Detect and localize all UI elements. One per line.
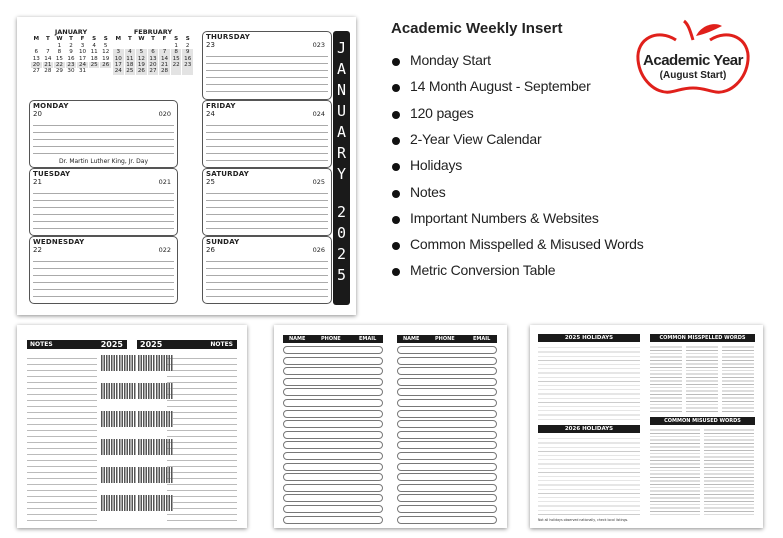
calendar-day: 28: [161, 68, 169, 75]
tiny-month-calendar: [119, 383, 136, 399]
calendar-day: 11: [90, 49, 98, 56]
calendar-day: 10: [79, 49, 87, 56]
tiny-month-calendar: [101, 383, 118, 399]
tiny-month-calendar: [156, 467, 173, 483]
month-letter: N: [336, 81, 347, 99]
weekday-header: T: [127, 36, 132, 43]
misspelled-title: COMMON MISSPELLED WORDS: [659, 335, 746, 341]
day-of-year: 020: [158, 110, 171, 118]
feature-item: Notes: [410, 183, 446, 200]
misused-list: [650, 427, 755, 515]
contact-row: [397, 388, 497, 396]
tiny-month-calendar: [119, 355, 136, 371]
writing-lines: [33, 119, 174, 155]
contact-row: [397, 399, 497, 407]
calendar-day: 4: [92, 42, 96, 49]
calendar-day: [171, 68, 182, 74]
bullet-icon: [392, 137, 400, 145]
writing-lines: [33, 255, 174, 301]
day-of-year: 024: [312, 110, 325, 118]
calendar-day: 22: [55, 62, 63, 69]
contact-row: [283, 420, 383, 428]
feature-list-title: Academic Weekly Insert: [391, 20, 563, 37]
calendar-day: 11: [126, 55, 134, 62]
holidays-words-preview: [530, 325, 763, 528]
weekday-header: S: [92, 36, 97, 43]
day-number: 25: [206, 178, 215, 186]
day-name: TUESDAY: [33, 170, 71, 178]
holidays-footnote: Not all holidays observed nationally, check local listings.: [538, 518, 629, 522]
calendar-day: 20: [149, 62, 157, 69]
holidays-2026-header: [538, 425, 640, 433]
calendar-day: 17: [79, 55, 87, 62]
day-name: SUNDAY: [206, 238, 240, 246]
notes-label: NOTES: [30, 341, 53, 348]
calendar-day: 23: [67, 62, 75, 69]
calendar-day: 18: [90, 55, 98, 62]
month-letter: J: [336, 39, 347, 57]
calendar-day: 25: [126, 68, 134, 75]
year-label: 2025: [140, 340, 163, 349]
calendar-day: [182, 68, 193, 74]
col-name: NAME: [289, 336, 306, 342]
contacts-page-preview: [274, 325, 507, 528]
weekday-header: T: [151, 36, 155, 43]
feature-item: Important Numbers & Websites: [410, 209, 599, 226]
calendar-day: 14: [161, 55, 169, 62]
year-label: 2025: [100, 340, 123, 349]
mini-calendar-february: [113, 29, 193, 75]
calendar-day: 2: [185, 42, 190, 49]
calendar-day: 9: [182, 49, 193, 55]
col-email: EMAIL: [359, 336, 377, 342]
calendar-day: 13: [32, 55, 40, 62]
day-number: 21: [33, 178, 42, 186]
contact-row: [283, 484, 383, 492]
writing-lines: [206, 187, 328, 233]
tiny-month-calendar: [101, 439, 118, 455]
calendar-day: 19: [102, 55, 110, 62]
contacts-header-right: [397, 335, 497, 343]
contact-row: [283, 473, 383, 481]
calendar-day: 22: [172, 62, 180, 69]
contact-row: [283, 441, 383, 449]
feature-item: Holidays: [410, 157, 463, 174]
contact-row: [283, 388, 383, 396]
calendar-day: 9: [69, 49, 73, 56]
tiny-month-calendar: [101, 355, 118, 371]
calendar-day: 28: [44, 68, 52, 75]
contact-row: [283, 378, 383, 386]
calendar-day: 1: [57, 42, 62, 49]
holidays-2026-list: [538, 435, 640, 515]
day-box-sunday: [202, 236, 332, 304]
notes-lines-right: [167, 353, 237, 521]
calendar-day: 29: [55, 68, 63, 75]
feature-item: 120 pages: [410, 104, 474, 121]
calendar-day: 17: [114, 62, 122, 69]
tiny-month-calendar: [156, 411, 173, 427]
misspelled-list: [650, 344, 755, 412]
col-phone: PHONE: [321, 336, 341, 342]
calendar-day: 18: [126, 62, 134, 69]
calendar-day: 25: [90, 62, 98, 69]
calendar-day: [100, 68, 111, 74]
writing-lines: [206, 255, 328, 301]
bullet-icon: [392, 268, 400, 276]
day-box-saturday: [202, 168, 332, 236]
weekday-header: F: [162, 36, 167, 43]
notes-label: NOTES: [210, 341, 233, 348]
day-number: 24: [206, 110, 215, 118]
bullet-icon: [392, 242, 400, 250]
bullet-icon: [392, 216, 400, 224]
month-letter: A: [336, 60, 347, 78]
calendar-day: 24: [114, 68, 122, 75]
day-box-monday: [29, 100, 178, 168]
contact-row: [397, 357, 497, 365]
tiny-month-calendar: [101, 467, 118, 483]
col-name: NAME: [403, 336, 420, 342]
month-letter: R: [336, 144, 347, 162]
contact-row: [283, 399, 383, 407]
calendar-day: 4: [125, 49, 136, 55]
day-box-friday: [202, 100, 332, 168]
calendar-day: [89, 68, 100, 74]
feature-item: 2-Year View Calendar: [410, 130, 542, 147]
contact-row: [283, 494, 383, 502]
holidays-2025-title: 2025 HOLIDAYS: [564, 335, 614, 341]
contact-row: [397, 367, 497, 375]
calendar-day: 7: [46, 49, 50, 56]
day-of-year: 026: [312, 246, 325, 254]
contact-row: [397, 410, 497, 418]
notes-calendar-preview: [17, 325, 247, 528]
tiny-month-calendar: [119, 467, 136, 483]
tiny-month-calendar: [156, 355, 173, 371]
calendar-day: 16: [184, 55, 192, 62]
notes-header-right: [137, 340, 237, 349]
contact-row: [397, 441, 497, 449]
bullet-icon: [392, 58, 400, 66]
calendar-day: 7: [159, 49, 170, 55]
contact-row: [397, 516, 497, 524]
weekday-header: W: [138, 36, 145, 43]
day-box-wednesday: [29, 236, 178, 304]
day-of-year: 022: [158, 246, 171, 254]
holidays-2025-header: [538, 334, 640, 342]
calendar-day: 12: [137, 55, 145, 62]
bullet-icon: [392, 111, 400, 119]
day-of-year: 025: [312, 178, 325, 186]
tiny-month-calendar: [156, 383, 173, 399]
contact-row: [397, 431, 497, 439]
bullet-icon: [392, 84, 400, 92]
contact-row: [397, 463, 497, 471]
calendar-day: 20: [32, 62, 40, 69]
mini-calendar-title: JANUARY: [54, 28, 88, 36]
writing-lines: [206, 50, 328, 97]
calendar-day: 31: [79, 68, 87, 75]
day-name: SATURDAY: [206, 170, 249, 178]
notes-header-left: [27, 340, 127, 349]
col-phone: PHONE: [435, 336, 455, 342]
contacts-header-left: [283, 335, 383, 343]
year-digit: 2: [336, 203, 347, 221]
day-name: THURSDAY: [206, 33, 250, 41]
holidays-2025-list: [538, 344, 640, 422]
calendar-day: 5: [136, 49, 147, 55]
day-number: 26: [206, 246, 215, 254]
bullet-icon: [392, 190, 400, 198]
calendar-day: 23: [184, 62, 192, 69]
calendar-day: 15: [172, 55, 180, 62]
feature-item: 14 Month August - September: [410, 78, 591, 95]
contact-row: [283, 431, 383, 439]
day-box-thursday: [202, 31, 332, 100]
month-letter: A: [336, 123, 347, 141]
tiny-month-calendar: [138, 383, 155, 399]
day-name: FRIDAY: [206, 102, 236, 110]
weekday-header: S: [174, 36, 179, 43]
calendar-day: 2: [69, 42, 73, 49]
calendar-day: 8: [57, 49, 62, 56]
contact-row: [397, 473, 497, 481]
weekday-header: W: [56, 36, 63, 43]
contact-row: [397, 484, 497, 492]
tiny-month-calendar: [138, 495, 155, 511]
calendar-day: 12: [102, 49, 110, 56]
day-of-year: 023: [312, 41, 325, 49]
calendar-day: 3: [113, 49, 124, 55]
feature-item: Monday Start: [410, 52, 491, 68]
writing-lines: [33, 187, 174, 233]
calendar-day: 16: [67, 55, 75, 62]
year-digit: 5: [336, 266, 347, 284]
contact-row: [283, 452, 383, 460]
calendar-day: 3: [80, 42, 85, 49]
feature-item: Metric Conversion Table: [410, 262, 556, 279]
weekday-header: F: [80, 36, 85, 43]
contact-row: [283, 505, 383, 513]
tiny-month-calendar: [156, 495, 173, 511]
day-box-tuesday: [29, 168, 178, 236]
feature-item: Common Misspelled & Misused Words: [410, 236, 644, 253]
calendar-day: 14: [44, 55, 52, 62]
tiny-month-calendar: [138, 467, 155, 483]
contact-row: [397, 494, 497, 502]
mini-calendar-title: FEBRUARY: [133, 28, 173, 36]
misspelled-header: [650, 334, 755, 342]
calendar-day: 10: [114, 55, 122, 62]
calendar-day: 30: [67, 68, 75, 75]
contact-row: [283, 357, 383, 365]
day-number: 20: [33, 110, 42, 118]
tiny-month-calendar: [101, 495, 118, 511]
year-digit: 0: [336, 224, 347, 242]
calendar-day: 1: [174, 42, 178, 49]
calendar-day: 6: [34, 49, 39, 56]
logo-line-2: (August Start): [659, 70, 727, 81]
contact-row: [283, 463, 383, 471]
misused-header: [650, 417, 755, 425]
weekday-header: T: [69, 36, 73, 43]
contact-row: [283, 410, 383, 418]
calendar-day: 21: [44, 62, 52, 69]
tiny-month-calendar: [138, 355, 155, 371]
tiny-month-calendar: [156, 439, 173, 455]
tiny-month-calendar: [101, 411, 118, 427]
month-letter: U: [336, 102, 347, 120]
calendar-day: 21: [161, 62, 169, 69]
notes-lines-left: [27, 353, 97, 521]
calendar-day: 24: [79, 62, 87, 69]
weekday-header: M: [33, 36, 40, 43]
contact-row: [283, 367, 383, 375]
contact-row: [397, 452, 497, 460]
contact-row: [397, 346, 497, 354]
month-letter: Y: [336, 165, 347, 183]
day-name: MONDAY: [33, 102, 69, 110]
calendar-day: 6: [148, 49, 159, 55]
calendar-day: 26: [102, 62, 110, 69]
weekday-header: T: [45, 36, 50, 43]
calendar-day: 19: [137, 62, 145, 69]
contact-row: [397, 420, 497, 428]
calendar-day: 8: [171, 49, 182, 55]
logo-line-1: Academic Year: [643, 52, 743, 69]
calendar-day: 13: [149, 55, 157, 62]
calendar-day: 27: [149, 68, 157, 75]
contact-row: [397, 378, 497, 386]
tiny-month-calendar: [119, 411, 136, 427]
calendar-day: 5: [103, 42, 108, 49]
calendar-day: 15: [55, 55, 63, 62]
weekday-header: S: [103, 36, 108, 43]
misused-title: COMMON MISUSED WORDS: [664, 418, 741, 424]
holidays-2026-title: 2026 HOLIDAYS: [564, 426, 614, 432]
tiny-month-calendar: [119, 495, 136, 511]
col-email: EMAIL: [473, 336, 491, 342]
day-of-year: 021: [158, 178, 171, 186]
mini-calendar-january: [31, 29, 111, 75]
academic-year-logo: [618, 18, 768, 98]
calendar-day: 27: [32, 68, 40, 75]
weekly-spread-preview: [17, 17, 356, 315]
writing-lines: [206, 119, 328, 165]
tiny-month-calendar: [119, 439, 136, 455]
year-digit: 2: [336, 245, 347, 263]
tiny-month-calendar: [138, 439, 155, 455]
day-number: 23: [206, 41, 215, 49]
contact-row: [397, 505, 497, 513]
bullet-icon: [392, 163, 400, 171]
contact-row: [283, 516, 383, 524]
contact-row: [283, 346, 383, 354]
weekday-header: S: [185, 36, 190, 43]
tiny-month-calendar: [138, 411, 155, 427]
weekday-header: M: [115, 36, 122, 43]
day-number: 22: [33, 246, 42, 254]
holiday-label: Dr. Martin Luther King, Jr. Day: [58, 158, 149, 165]
calendar-day: 26: [137, 68, 145, 75]
month-tab: [333, 31, 350, 305]
day-name: WEDNESDAY: [33, 238, 85, 246]
